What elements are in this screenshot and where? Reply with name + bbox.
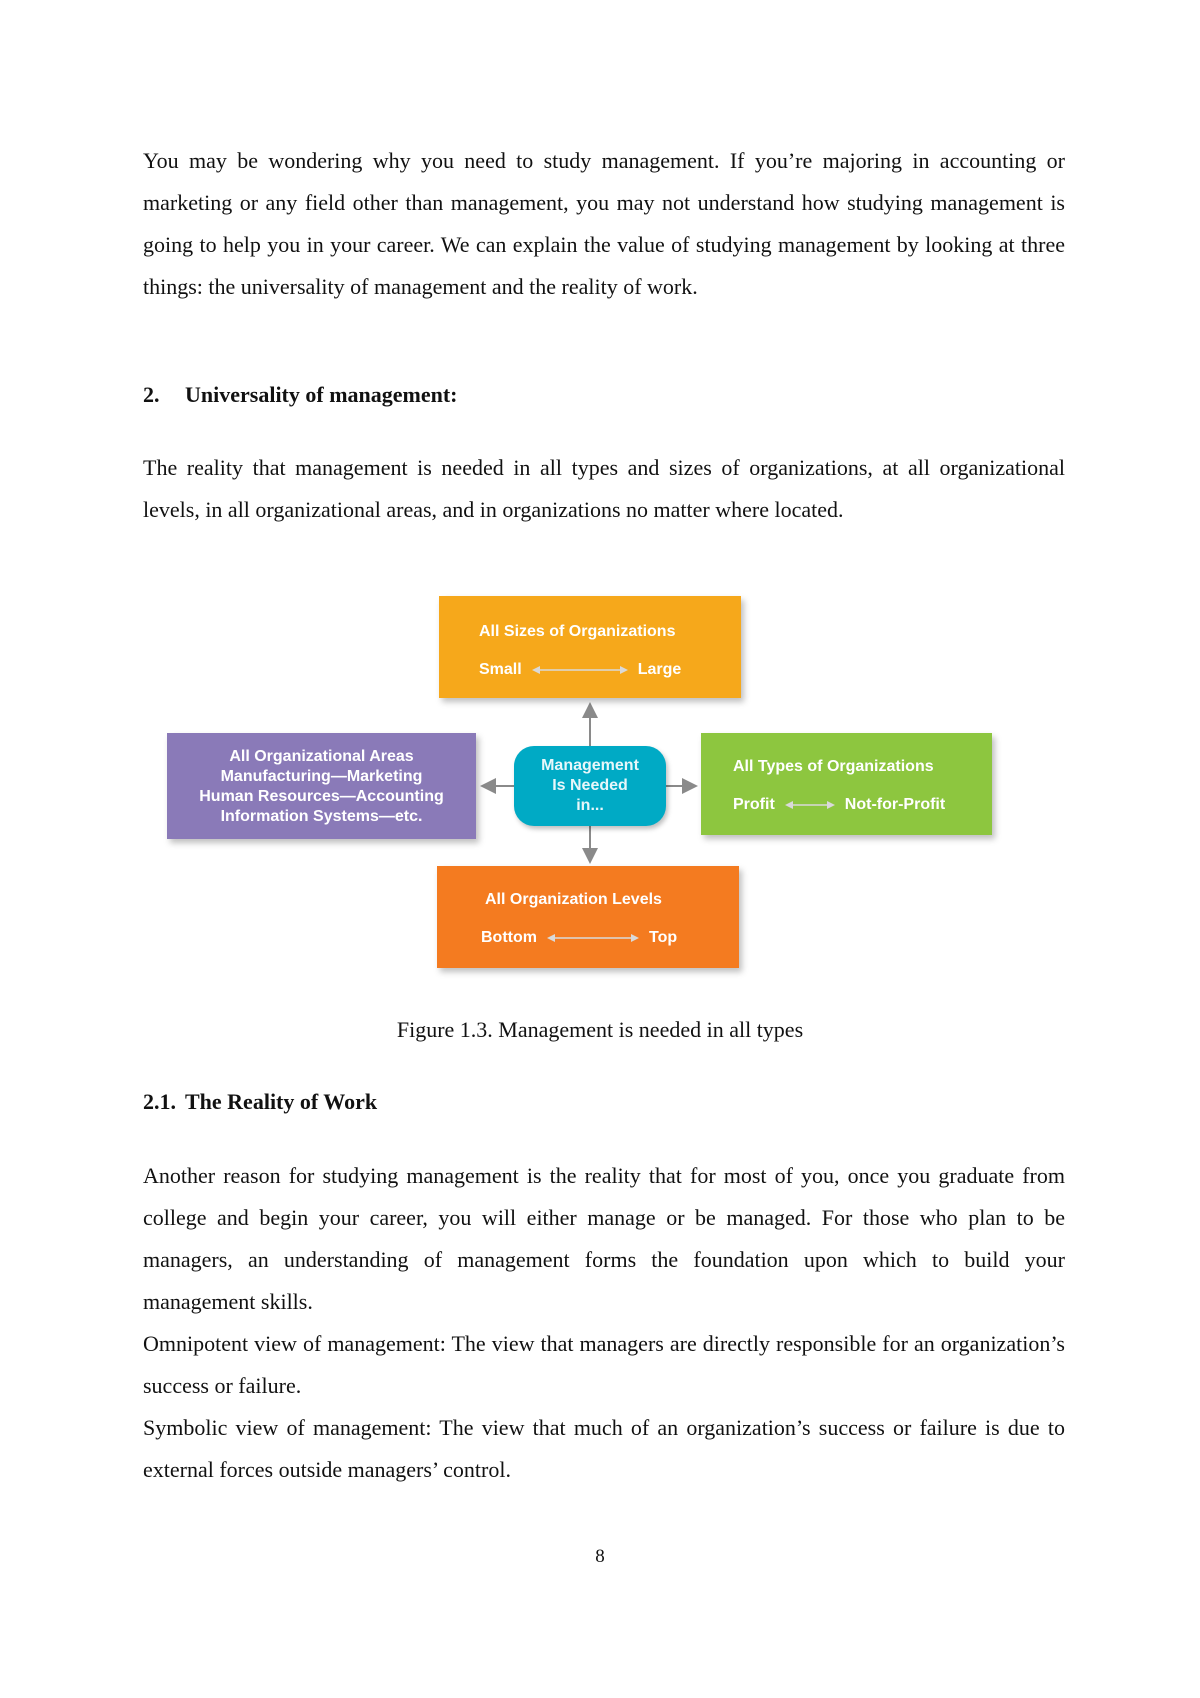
double-arrow-icon: [785, 799, 835, 811]
section-2-heading: [143, 380, 458, 410]
areas-line-4: Information Systems—etc.: [220, 808, 423, 825]
center-line-3: in...: [576, 797, 604, 814]
section-2-1-number: 2.1.: [143, 1089, 176, 1114]
figure-caption: Figure 1.3. Management is needed in all types: [396, 1017, 804, 1042]
management-center-box: [514, 746, 666, 826]
double-arrow-icon: [532, 664, 628, 676]
sizes-range: [479, 660, 681, 680]
types-of-organizations-box: [701, 733, 992, 835]
areas-line-1: All Organizational Areas: [229, 748, 414, 765]
types-title: All Types of Organizations: [733, 758, 934, 775]
types-range: [733, 795, 945, 815]
areas-line-2: Manufacturing—Marketing: [220, 768, 423, 785]
intro-paragraph: You may be wondering why you need to study management. If you’re majoring in accounting or marketing or any field other than management, you may not understand how studying management is going to help you in your career. We can explain the value of studying management by looking at three things: the universality of management and the reality of work.: [143, 148, 1065, 299]
symbolic-view-paragraph: Symbolic view of management: The view that much of an organization’s success or failure is due to external forces outside managers’ control.: [143, 1415, 1065, 1482]
sizes-of-organizations-box: [439, 596, 741, 698]
section-2-1-heading: [143, 1087, 377, 1117]
organizational-areas-box: [167, 733, 476, 839]
double-arrow-icon: [547, 932, 639, 944]
sizes-to: Large: [637, 661, 682, 678]
sizes-from: Small: [479, 661, 522, 678]
center-line-1: Management: [541, 757, 639, 774]
types-from: Profit: [733, 796, 775, 813]
page-number: 8: [595, 1546, 605, 1567]
management-needed-diagram: [160, 594, 1000, 974]
types-to: Not-for-Profit: [844, 796, 946, 813]
levels-from: Bottom: [481, 929, 537, 946]
omnipotent-view-paragraph: Omnipotent view of management: The view that managers are directly responsible for an organization’s success or failure.: [143, 1331, 1065, 1398]
section-2-1-title: The Reality of Work: [185, 1089, 378, 1114]
levels-to: Top: [648, 929, 678, 946]
areas-line-3: Human Resources—Accounting: [199, 788, 444, 805]
reality-of-work-paragraph: Another reason for studying management is the reality that for most of you, once you graduate from college and begin your career, you will either manage or be managed. For those who plan to be managers, an understanding of management forms the foundation upon which to build your management skills.: [143, 1163, 1065, 1314]
sizes-title: All Sizes of Organizations: [479, 623, 676, 640]
section-2-title: Universality of management:: [185, 382, 458, 407]
section-2-number: 2.: [143, 382, 160, 407]
center-line-2: Is Needed: [552, 777, 628, 794]
levels-title: All Organization Levels: [485, 891, 662, 908]
section-2-paragraph: The reality that management is needed in all types and sizes of organizations, at all organizational levels, in all organizational areas, and in organizations no matter where located.: [143, 455, 1065, 522]
levels-range: [481, 928, 677, 948]
areas-lines: [167, 747, 476, 827]
organization-levels-box: [437, 866, 739, 968]
